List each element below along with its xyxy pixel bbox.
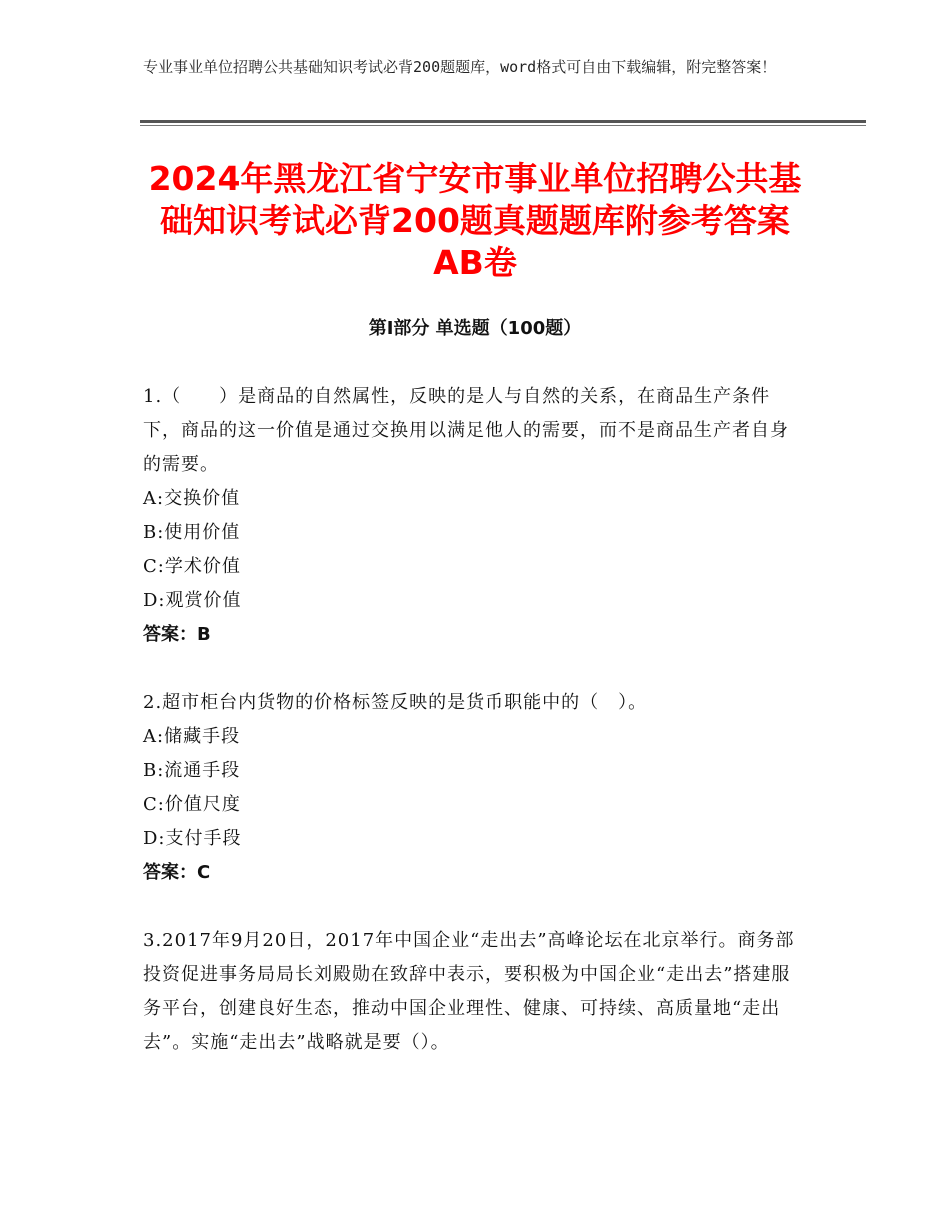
option-c: C:价值尺度 [143, 794, 241, 815]
question-list [143, 380, 803, 1094]
option-b: B:流通手段 [143, 760, 241, 781]
answer-label: 答案：C [143, 862, 211, 883]
option-c: C:学术价值 [143, 556, 241, 577]
question-text: 2.超市柜台内货物的价格标签反映的是货币职能中的（ ）。 [143, 692, 648, 713]
question-2 [143, 686, 803, 890]
option-a: A:储藏手段 [143, 726, 241, 747]
document-title: 2024年黑龙江省宁安市事业单位招聘公共基础知识考试必背200题真题题库附参考答案AB卷 [148, 159, 802, 282]
option-a: A:交换价值 [143, 488, 241, 509]
option-b: B:使用价值 [143, 522, 241, 543]
header-note: 专业事业单位招聘公共基础知识考试必背200题题库，word格式可自由下载编辑，附完整答案！ [143, 58, 777, 76]
option-list [143, 720, 803, 856]
header-divider [140, 120, 866, 123]
header-divider-thin [140, 125, 866, 126]
section-title: 第Ⅰ部分 单选题（100题） [368, 318, 582, 339]
answer-label: 答案：B [143, 624, 211, 645]
option-d: D:观赏价值 [143, 590, 242, 611]
question-text: 1.（ ）是商品的自然属性，反映的是人与自然的关系，在商品生产条件下，商品的这一价值是通过交换用以满足他人的需要，而不是商品生产者自身的需要。 [143, 386, 789, 475]
option-list [143, 482, 803, 618]
question-1 [143, 380, 803, 652]
option-d: D:支付手段 [143, 828, 242, 849]
question-text: 3.2017年9月20日，2017年中国企业“走出去”高峰论坛在北京举行。商务部投资促进事务局局长刘殿勋在致辞中表示，要积极为中国企业“走出去”搭建服务平台，创建良好生态，推动中国企业理性、健康、可持续、高质量地“走出去”。实施“走出去”战略就是要（）。 [143, 930, 795, 1053]
question-3 [143, 924, 803, 1060]
